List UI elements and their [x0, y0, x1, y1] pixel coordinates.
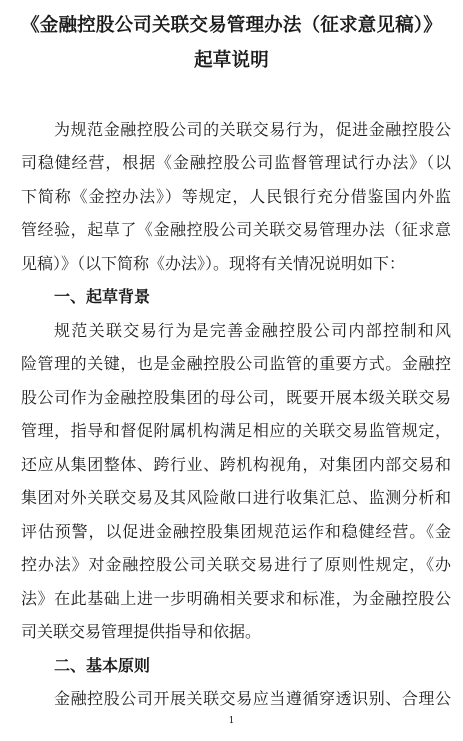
section1-line: 规范关联交易行为是完善金融控股公司内部控制和风 — [54, 321, 451, 340]
intro-line: 为规范金融控股公司的关联交易行为，促进金融控股公 — [54, 120, 451, 139]
intro-line: 见稿）》（以下简称《办法》）。现将有关情况说明如下： — [21, 254, 406, 273]
section-heading-principles: 二、基本原则 — [54, 656, 151, 675]
section1-line: 控办法》对金融控股公司关联交易进行了原则性规定，《办 — [21, 555, 451, 574]
document-subtitle: 起草说明 — [194, 50, 269, 71]
section1-line: 集团对外关联交易及其风险敞口进行收集汇总、监测分析和 — [21, 488, 451, 507]
intro-line: 管经验，起草了《金融控股公司关联交易管理办法（征求意 — [21, 220, 451, 239]
section1-line: 法》在此基础上进一步明确相关要求和标准，为金融控股公 — [21, 589, 451, 608]
section1-line: 司关联交易管理提供指导和依据。 — [21, 622, 262, 641]
section1-line: 还应从集团整体、跨行业、跨机构视角，对集团内部交易和 — [21, 455, 451, 474]
section1-line: 险管理的关键，也是金融控股公司监管的重要方式。金融控 — [21, 354, 451, 373]
section1-line: 股公司作为金融控股集团的母公司，既要开展本级关联交易 — [21, 388, 451, 407]
intro-line: 司稳健经营，根据《金融控股公司监督管理试行办法》（以 — [21, 153, 451, 172]
section-heading-background: 一、起草背景 — [54, 287, 151, 306]
intro-line: 下简称《金控办法》）等规定，人民银行充分借鉴国内外监 — [21, 187, 451, 206]
document-title: 《金融控股公司关联交易管理办法（征求意见稿）》 — [21, 15, 442, 36]
section1-line: 评估预警，以促进金融控股集团规范运作和稳健经营。《金 — [21, 522, 451, 541]
page-number: 1 — [228, 716, 235, 726]
section1-line: 管理，指导和督促附属机构满足相应的关联交易监管规定， — [21, 421, 451, 440]
section2-line: 金融控股公司开展关联交易应当遵循穿透识别、合理公 — [54, 689, 451, 708]
